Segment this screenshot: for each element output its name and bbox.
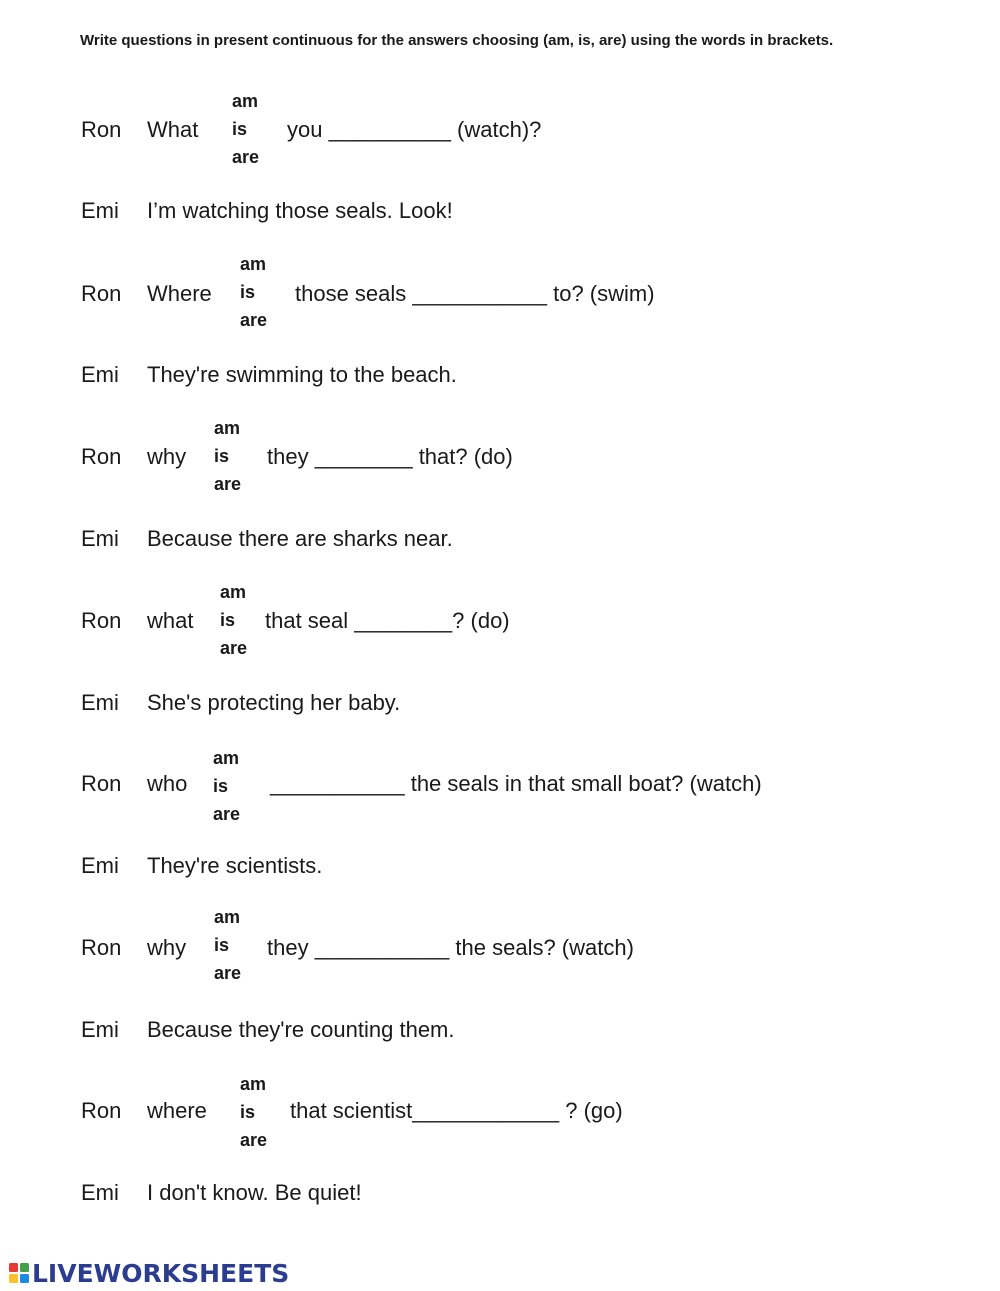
question-word: What (147, 117, 199, 142)
choice-am[interactable]: am (232, 91, 259, 111)
choice-are[interactable]: are (240, 1130, 268, 1150)
question-word: who (147, 771, 188, 796)
choice-is[interactable]: is (213, 776, 229, 796)
choice-am[interactable]: am (240, 254, 267, 274)
choice-are[interactable]: are (220, 638, 248, 658)
answer-text: She's protecting her baby. (147, 690, 401, 715)
question-text: you __________ (watch)? (287, 117, 542, 142)
liveworksheets-logo (8, 1259, 289, 1287)
speaker-label: Emi (81, 362, 119, 387)
choice-is[interactable]: is (240, 282, 256, 302)
question-text: they ________ that? (do) (267, 444, 513, 469)
logo-text: LIVEWORKSHEETS (32, 1258, 290, 1288)
choice-is[interactable]: is (240, 1102, 256, 1122)
answer-text: They're scientists. (147, 853, 323, 878)
speaker-label: Ron (81, 935, 122, 960)
choice-am[interactable]: am (220, 582, 247, 602)
liveworksheets-logo-icon (8, 1261, 30, 1285)
answer-text: Because they're counting them. (147, 1017, 455, 1042)
question-word: what (147, 608, 194, 633)
speaker-label: Emi (81, 198, 119, 223)
question-text: that seal ________? (do) (265, 608, 510, 633)
speaker-label: Emi (81, 853, 119, 878)
question-word: why (147, 444, 187, 469)
choice-are[interactable]: are (214, 474, 242, 494)
choice-are[interactable]: are (240, 310, 268, 330)
question-word: why (147, 935, 187, 960)
choice-am[interactable]: am (214, 418, 241, 438)
speaker-label: Ron (81, 1098, 122, 1123)
choice-is[interactable]: is (220, 610, 236, 630)
choice-am[interactable]: am (213, 748, 240, 768)
speaker-label: Emi (81, 526, 119, 551)
speaker-label: Emi (81, 1017, 119, 1042)
speaker-label: Ron (81, 117, 122, 142)
choice-is[interactable]: is (214, 446, 230, 466)
instructions: Write questions in present continuous for the answers choosing (am, is, are) using the words in brackets. (80, 32, 834, 49)
answer-text: I don't know. Be quiet! (147, 1180, 362, 1205)
choice-are[interactable]: are (232, 147, 260, 167)
speaker-label: Emi (81, 690, 119, 715)
choice-are[interactable]: are (214, 963, 242, 983)
choice-is[interactable]: is (232, 119, 248, 139)
choice-am[interactable]: am (214, 907, 241, 927)
speaker-label: Ron (81, 771, 122, 796)
question-word: Where (147, 281, 212, 306)
question-text: ___________ the seals in that small boat? (watch) (270, 771, 762, 796)
choice-is[interactable]: is (214, 935, 230, 955)
answer-text: They're swimming to the beach. (147, 362, 457, 387)
choice-am[interactable]: am (240, 1074, 267, 1094)
question-word: where (147, 1098, 207, 1123)
question-text: that scientist____________ ? (go) (290, 1098, 623, 1123)
answer-text: Because there are sharks near. (147, 526, 453, 551)
question-text: those seals ___________ to? (swim) (295, 281, 655, 306)
choice-are[interactable]: are (213, 804, 241, 824)
answer-text: I’m watching those seals. Look! (147, 198, 453, 223)
speaker-label: Ron (81, 281, 122, 306)
speaker-label: Ron (81, 608, 122, 633)
question-text: they ___________ the seals? (watch) (267, 935, 634, 960)
speaker-label: Emi (81, 1180, 119, 1205)
speaker-label: Ron (81, 444, 122, 469)
